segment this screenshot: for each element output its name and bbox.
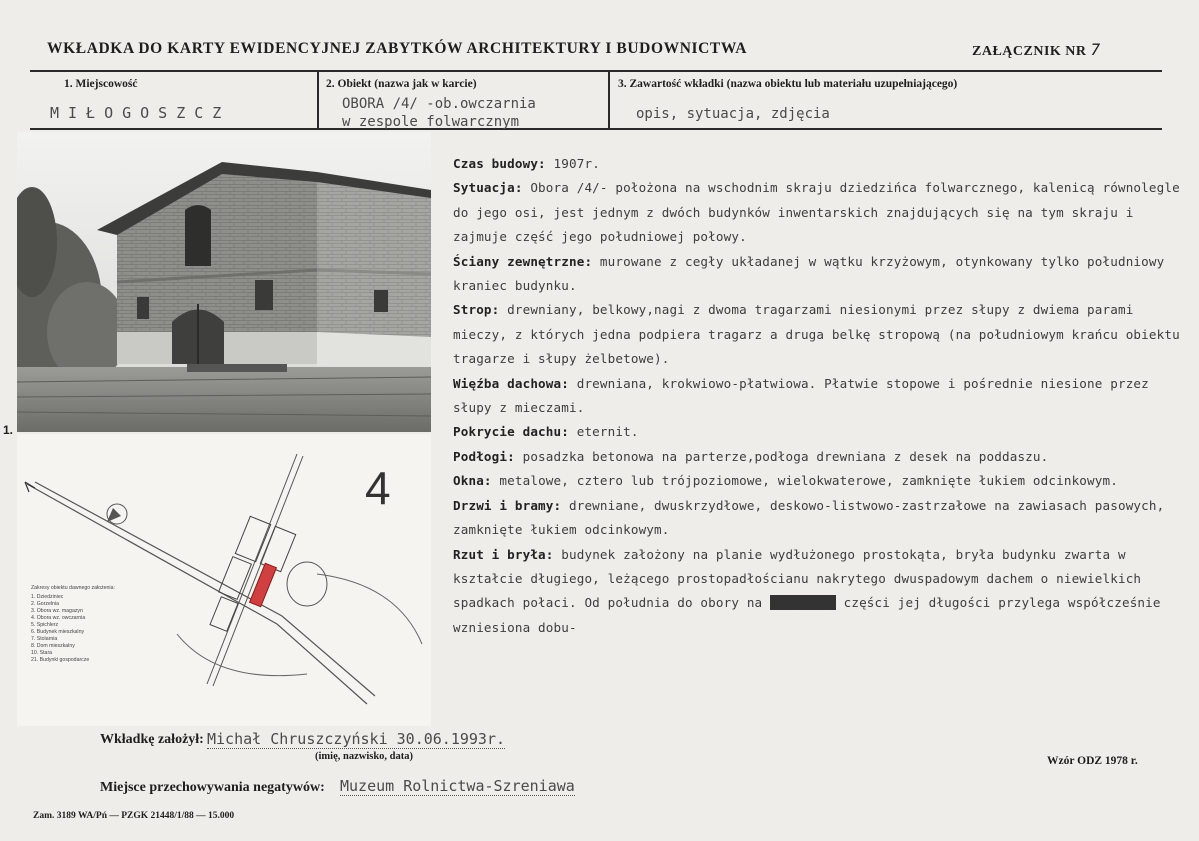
desc-paragraph <box>453 543 1183 641</box>
desc-label: Więźba dachowa: <box>453 375 569 391</box>
plan-legend-item: 4. Obora wz. owczarnia <box>31 615 86 621</box>
location-label: 1. Miejscowość <box>64 78 138 90</box>
desc-paragraph <box>453 372 1183 421</box>
object-value-line1: OBORA /4/ -ob.owczarnia <box>342 96 536 112</box>
plan-legend-title: Zakresy obiektu dawnego założenia: <box>31 585 115 591</box>
plan-legend-item: 7. Stolarnia <box>31 636 58 642</box>
desc-paragraph <box>453 494 1183 543</box>
desc-text: drewniana, krokwiowo-płatwiowa. Płatwie stopowe i pośrednie niesione przez słupy z mieczami. <box>453 375 1149 416</box>
desc-paragraph <box>453 176 1183 249</box>
object-label: 2. Obiekt (nazwa jak w karcie) <box>326 78 477 90</box>
desc-label: Ściany zewnętrzne: <box>453 253 593 269</box>
attachment-marker: 1. <box>3 423 14 437</box>
desc-text: drewniany, belkowy,nagi z dwoma tragarzami niesionymi przez słupy z dwiema parami mieczy, z których jedna podpiera tragarz a druga belkę stropową (na południowym krańcu obiektu tragarze i słupy żelbetowe). <box>453 302 1180 367</box>
founder-label: Wkładkę założył: <box>100 732 204 747</box>
object-value-line2: w zespole folwarcznym <box>342 114 520 130</box>
annex-label <box>972 40 1101 60</box>
plan-legend-item: 21. Budynki gospodarcze <box>31 657 90 663</box>
desc-label: Rzut i bryła: <box>453 546 554 562</box>
site-plan-drawing <box>17 434 431 726</box>
desc-label: Okna: <box>453 473 492 489</box>
form-title: WKŁADKA DO KARTY EWIDENCYJNEJ ZABYTKÓW ARCHITEKTURY I BUDOWNICTWA <box>47 40 748 57</box>
plan-legend-item: 2. Gorzelnia <box>31 601 59 607</box>
barn-photo <box>17 132 431 432</box>
desc-label: Strop: <box>453 302 500 318</box>
desc-text: budynek założony na planie wydłużonego prostokąta, bryła budynku zwarta w kształcie długiego, leżącego prostopadłościanu nakrytego dwuspadowym dachem o niewielkich spadkach połaci. Od południa do obory na <box>453 546 1142 611</box>
content-label: 3. Zawartość wkładki (nazwa obiektu lub materiału uzupełniającego) <box>618 78 958 90</box>
field-divider-2 <box>608 70 610 130</box>
field-divider-1 <box>317 70 319 130</box>
header-rule-top <box>30 70 1162 72</box>
desc-text: eternit. <box>568 424 639 440</box>
desc-paragraph <box>453 469 1183 493</box>
desc-paragraph <box>453 298 1183 371</box>
description <box>453 152 1183 640</box>
desc-struck-word: większej <box>772 595 834 611</box>
desc-label: Sytuacja: <box>453 180 523 196</box>
object-value <box>342 95 536 131</box>
desc-text: posadzka betonowa na parterze,podłoga drewniana z desek na poddaszu. <box>514 448 1049 464</box>
desc-text: drewniane, dwuskrzydłowe, deskowo-listwowo-zastrzałowe na zawiasach pasowych, zamknięte łukiem odcinkowym. <box>453 497 1165 538</box>
plan-legend-item: 10. Stara <box>31 650 53 656</box>
plan-legend-item: 1. Dziedziniec <box>31 594 64 600</box>
barn-photo-drawing <box>17 132 431 432</box>
template-version: Wzór ODZ 1978 r. <box>1047 755 1138 767</box>
print-info: Zam. 3189 WA/Pń — PZGK 21448/1/88 — 15.000 <box>33 811 235 821</box>
header-rule-bottom <box>30 128 1162 130</box>
desc-text-continued: części jej długości przylega współcześnie wzniesiona dobu- <box>453 595 1161 635</box>
annex-label-text: ZAŁĄCZNIK NR <box>972 44 1087 59</box>
desc-paragraph <box>453 445 1183 469</box>
founder-value: Michał Chruszczyński 30.06.1993r. <box>207 730 506 748</box>
storage-value: Muzeum Rolnictwa-Szreniawa <box>340 777 575 795</box>
annex-number: 7 <box>1090 40 1101 59</box>
desc-text: 1907r. <box>545 156 600 171</box>
location-value: MIŁOGOSZCZ <box>50 104 231 122</box>
desc-label: Pokrycie dachu: <box>453 424 569 440</box>
desc-paragraph <box>453 420 1183 444</box>
plan-number: 4 <box>365 462 391 514</box>
desc-label: Drzwi i bramy: <box>453 497 562 513</box>
desc-text: Obora /4/- położona na wschodnim skraju dziedzińca folwarcznego, kalenicą równolegle do jego osi, jest jednym z dwóch budynków inwentarskich znajdujących się na tym skraju i zajmuje część jego południowej połowy. <box>453 180 1180 245</box>
plan-legend-item: 3. Obora wz. magazyn <box>31 608 83 614</box>
desc-label: Czas budowy: <box>453 156 546 171</box>
founder-note: (imię, nazwisko, data) <box>315 751 413 762</box>
plan-legend-item: 6. Budynek mieszkalny <box>31 629 85 635</box>
site-plan <box>17 434 431 726</box>
storage-label: Miejsce przechowywania negatywów: <box>100 780 325 795</box>
content-value: opis, sytuacja, zdjęcia <box>636 106 830 122</box>
desc-text: murowane z cegły układanej w wątku krzyżowym, otynkowany tylko południowy kraniec budynku. <box>453 253 1165 294</box>
desc-label: Podłogi: <box>453 448 515 464</box>
desc-paragraph <box>453 152 1183 176</box>
desc-paragraph <box>453 250 1183 299</box>
desc-text: metalowe, cztero lub trójpoziomowe, wielokwaterowe, zamknięte łukiem odcinkowym. <box>491 473 1118 489</box>
plan-legend-item: 5. Spichlerz <box>31 622 59 628</box>
plan-legend-item: 8. Dom mieszkalny <box>31 643 75 649</box>
